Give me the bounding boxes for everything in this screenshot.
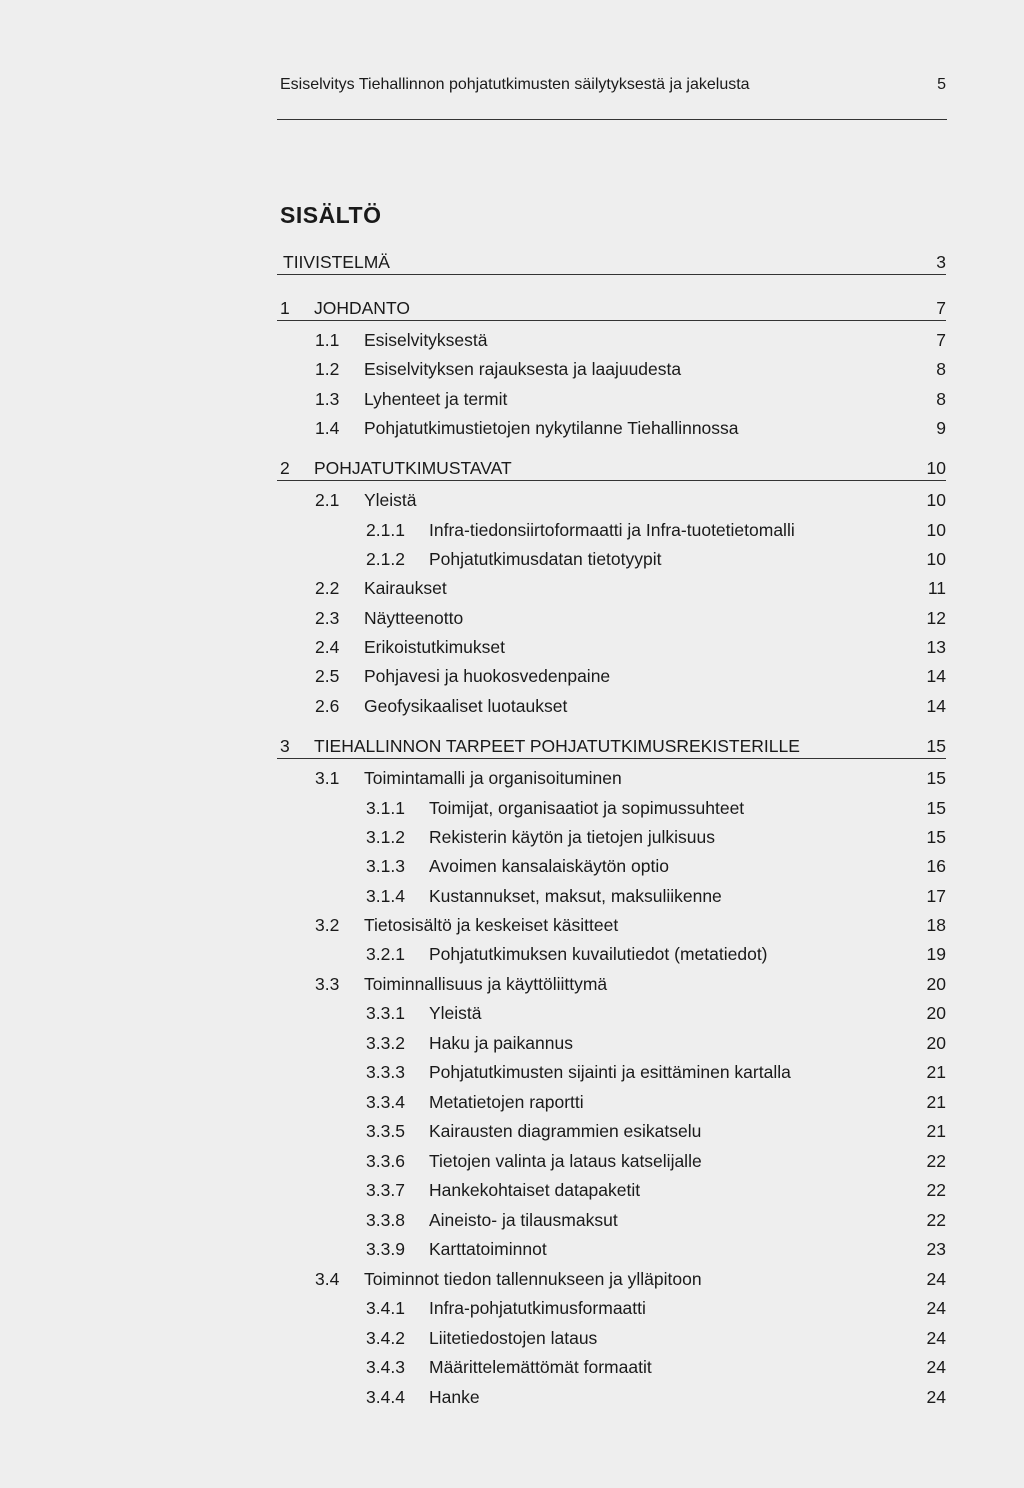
toc-entry-title: JOHDANTO bbox=[314, 298, 410, 318]
toc-entry bbox=[315, 1267, 946, 1291]
toc-entry-page: 8 bbox=[936, 359, 946, 379]
toc-entry-page: 3 bbox=[936, 252, 946, 272]
toc-entry-number: 3.1 bbox=[315, 768, 340, 788]
toc-entry-page: 22 bbox=[926, 1151, 946, 1171]
toc-entry-number: 2.1 bbox=[315, 490, 340, 510]
toc-entry-title: Yleistä bbox=[429, 1003, 482, 1023]
toc-entry bbox=[366, 1237, 946, 1261]
toc-entry-title: Liitetiedostojen lataus bbox=[429, 1328, 598, 1348]
toc-entry-title: Kairausten diagrammien esikatselu bbox=[429, 1121, 702, 1141]
toc-entry-page: 20 bbox=[926, 974, 946, 994]
toc-entry-title: TIEHALLINNON TARPEET POHJATUTKIMUSREKISTERILLE bbox=[314, 736, 800, 756]
toc-entry-title: Pohjatutkimustietojen nykytilanne Tiehallinnossa bbox=[364, 418, 739, 438]
toc-entry bbox=[366, 1090, 946, 1114]
toc-entry bbox=[315, 664, 946, 688]
toc-entry-title: Tietojen valinta ja lataus katselijalle bbox=[429, 1151, 702, 1171]
toc-entry-number: 3.3.8 bbox=[366, 1210, 405, 1230]
toc-entry-page: 10 bbox=[926, 549, 946, 569]
toc-entry-page: 23 bbox=[926, 1239, 946, 1259]
toc-entry bbox=[366, 1296, 946, 1320]
toc-entry-number: 2.6 bbox=[315, 696, 340, 716]
toc-entry-title: Pohjatutkimusten sijainti ja esittäminen kartalla bbox=[429, 1062, 791, 1082]
toc-entry-page: 9 bbox=[936, 418, 946, 438]
toc-entry bbox=[366, 547, 946, 571]
toc-entry-number: 3.1.4 bbox=[366, 886, 405, 906]
toc-entry-number: 3.4.2 bbox=[366, 1328, 405, 1348]
toc-entry bbox=[366, 1119, 946, 1143]
toc-entry bbox=[366, 1326, 946, 1350]
toc-title: SISÄLTÖ bbox=[280, 202, 382, 228]
toc-entry-page: 22 bbox=[926, 1210, 946, 1230]
toc-entry-number: 3.3.5 bbox=[366, 1121, 405, 1141]
toc-entry-page: 15 bbox=[926, 827, 946, 847]
toc-entry-number: 3.4.3 bbox=[366, 1357, 405, 1377]
toc-entry bbox=[366, 825, 946, 849]
toc-entry-title: Geofysikaaliset luotaukset bbox=[364, 696, 568, 716]
toc-entry-number: 3.4.4 bbox=[366, 1387, 405, 1407]
toc-entry-number: 3.3.1 bbox=[366, 1003, 405, 1023]
toc-chapter-entry bbox=[277, 734, 946, 759]
toc-entry-title: Hanke bbox=[429, 1387, 480, 1407]
toc-entry-page: 24 bbox=[926, 1357, 946, 1377]
toc-entry-title: Haku ja paikannus bbox=[429, 1033, 573, 1053]
toc-entry bbox=[315, 328, 946, 352]
toc-entry-page: 15 bbox=[926, 798, 946, 818]
toc-entry-page: 20 bbox=[926, 1003, 946, 1023]
toc-entry-number: 3.3.2 bbox=[366, 1033, 405, 1053]
toc-entry-number: 3.4 bbox=[315, 1269, 340, 1289]
toc-entry bbox=[366, 884, 946, 908]
toc-entry-title: Avoimen kansalaiskäytön optio bbox=[429, 856, 669, 876]
toc-entry bbox=[366, 1001, 946, 1025]
toc-entry-page: 14 bbox=[926, 696, 946, 716]
toc-entry-title: Aineisto- ja tilausmaksut bbox=[429, 1210, 618, 1230]
toc-entry-page: 10 bbox=[926, 520, 946, 540]
toc-entry-title: Karttatoiminnot bbox=[429, 1239, 547, 1259]
toc-entry-number: 3.1.2 bbox=[366, 827, 405, 847]
toc-entry-number: 3.3.9 bbox=[366, 1239, 405, 1259]
toc-entry-page: 11 bbox=[927, 578, 946, 598]
toc-entry-title: Pohjavesi ja huokosvedenpaine bbox=[364, 666, 611, 686]
toc-entry-number: 3.3 bbox=[315, 974, 340, 994]
toc-entry-page: 17 bbox=[926, 886, 946, 906]
toc-entry-number: 1.2 bbox=[315, 359, 340, 379]
toc-entry bbox=[315, 766, 946, 790]
toc-entry-title: Metatietojen raportti bbox=[429, 1092, 584, 1112]
toc-entry-page: 24 bbox=[926, 1298, 946, 1318]
toc-chapter-entry bbox=[277, 296, 946, 321]
toc-entry-page: 12 bbox=[926, 608, 946, 628]
toc-entry-page: 24 bbox=[926, 1269, 946, 1289]
toc-entry bbox=[315, 913, 946, 937]
toc-entry-number: 3.2.1 bbox=[366, 944, 405, 964]
toc-entry bbox=[366, 1178, 946, 1202]
toc-entry-title: Pohjatutkimuksen kuvailutiedot (metatiedot) bbox=[429, 944, 768, 964]
toc-entry bbox=[366, 854, 946, 878]
toc-entry bbox=[315, 488, 946, 512]
toc-entry-page: 19 bbox=[926, 944, 946, 964]
toc-entry bbox=[366, 1031, 946, 1055]
toc-entry-title: Määrittelemättömät formaatit bbox=[429, 1357, 652, 1377]
toc-entry-page: 21 bbox=[926, 1092, 946, 1112]
toc-entry-number: 3 bbox=[280, 736, 290, 756]
toc-entry bbox=[366, 1149, 946, 1173]
toc-entry-page: 24 bbox=[926, 1328, 946, 1348]
toc-entry-title: Infra-tiedonsiirtoformaatti ja Infra-tuotetietomalli bbox=[429, 520, 795, 540]
toc-entry-number: 3.1.3 bbox=[366, 856, 405, 876]
toc-entry-title: Esiselvityksen rajauksesta ja laajuudesta bbox=[364, 359, 682, 379]
toc-entry bbox=[366, 1385, 946, 1409]
toc-entry-page: 16 bbox=[926, 856, 946, 876]
toc-entry-title: Yleistä bbox=[364, 490, 417, 510]
toc-entry-title: Kairaukset bbox=[364, 578, 447, 598]
toc-entry-title: Kustannukset, maksut, maksuliikenne bbox=[429, 886, 722, 906]
toc-entry-number: 1.4 bbox=[315, 418, 340, 438]
toc-entry-number: 3.3.6 bbox=[366, 1151, 405, 1171]
toc-entry-number: 3.3.7 bbox=[366, 1180, 405, 1200]
toc-chapter-entry bbox=[277, 250, 946, 275]
toc-entry-title: Toimintamalli ja organisoituminen bbox=[364, 768, 622, 788]
toc-entry-number: 1.1 bbox=[315, 330, 340, 350]
toc-entry-title: Erikoistutkimukset bbox=[364, 637, 506, 657]
toc-entry-title: Tietosisältö ja keskeiset käsitteet bbox=[364, 915, 619, 935]
toc-entry-page: 10 bbox=[926, 490, 946, 510]
toc-entry-number: 2.3 bbox=[315, 608, 340, 628]
toc-entry-number: 2.5 bbox=[315, 666, 340, 686]
toc-entry-title: Esiselvityksestä bbox=[364, 330, 488, 350]
toc-entry-page: 14 bbox=[926, 666, 946, 686]
toc-entry-number: 3.4.1 bbox=[366, 1298, 405, 1318]
toc-entry-page: 7 bbox=[936, 330, 946, 350]
toc-entry bbox=[366, 942, 946, 966]
toc-entry-page: 15 bbox=[926, 768, 946, 788]
toc-entry bbox=[366, 518, 946, 542]
toc-entry-number: 2 bbox=[280, 458, 290, 478]
toc-entry-title: Pohjatutkimusdatan tietotyypit bbox=[429, 549, 662, 569]
toc-entry-page: 10 bbox=[926, 458, 946, 478]
toc-entry-number: 2.1.2 bbox=[366, 549, 405, 569]
toc-entry-number: 2.2 bbox=[315, 578, 340, 598]
header-page-number: 5 bbox=[937, 76, 946, 93]
header-title: Esiselvitys Tiehallinnon pohjatutkimusten säilytyksestä ja jakelusta bbox=[280, 76, 750, 93]
toc-entry bbox=[315, 357, 946, 381]
toc-entry-title: Toiminnallisuus ja käyttöliittymä bbox=[364, 974, 608, 994]
toc-entry-page: 20 bbox=[926, 1033, 946, 1053]
toc-entry-page: 24 bbox=[926, 1387, 946, 1407]
toc-chapter-entry bbox=[277, 456, 946, 481]
toc-entry-number: 3.2 bbox=[315, 915, 340, 935]
toc-entry bbox=[315, 972, 946, 996]
toc-entry-number: 2.1.1 bbox=[366, 520, 405, 540]
toc-entry-number: 1 bbox=[280, 298, 290, 318]
toc-entry-page: 15 bbox=[926, 736, 946, 756]
toc-entry-title: Rekisterin käytön ja tietojen julkisuus bbox=[429, 827, 715, 847]
toc-entry-page: 7 bbox=[936, 298, 946, 318]
toc-entry-page: 21 bbox=[926, 1121, 946, 1141]
toc-entry-title: Toiminnot tiedon tallennukseen ja ylläpitoon bbox=[364, 1269, 702, 1289]
toc-entry bbox=[366, 1355, 946, 1379]
toc-entry bbox=[315, 387, 946, 411]
toc-entry bbox=[315, 606, 946, 630]
toc-entry-title: Lyhenteet ja termit bbox=[364, 389, 508, 409]
toc-entry-title: Toimijat, organisaatiot ja sopimussuhteet bbox=[429, 798, 745, 818]
toc-entry bbox=[315, 635, 946, 659]
toc-entry-page: 13 bbox=[926, 637, 946, 657]
toc-entry-title: Näytteenotto bbox=[364, 608, 464, 628]
toc-entry-title: TIIVISTELMÄ bbox=[283, 252, 390, 272]
toc-entry-number: 3.3.3 bbox=[366, 1062, 405, 1082]
toc-entry-title: POHJATUTKIMUSTAVAT bbox=[314, 458, 512, 478]
toc-entry bbox=[315, 694, 946, 718]
toc-entry bbox=[315, 416, 946, 440]
toc-entry-title: Infra-pohjatutkimusformaatti bbox=[429, 1298, 646, 1318]
toc-entry-number: 3.3.4 bbox=[366, 1092, 405, 1112]
toc-entry-number: 3.1.1 bbox=[366, 798, 405, 818]
toc-entry-page: 18 bbox=[926, 915, 946, 935]
toc-entry-title: Hankekohtaiset datapaketit bbox=[429, 1180, 641, 1200]
toc-entry-page: 8 bbox=[936, 389, 946, 409]
toc-entry-page: 21 bbox=[926, 1062, 946, 1082]
toc-entry-number: 2.4 bbox=[315, 637, 340, 657]
toc-entry bbox=[366, 796, 946, 820]
toc-entry bbox=[366, 1060, 946, 1084]
toc-entry bbox=[366, 1208, 946, 1232]
toc-entry bbox=[315, 576, 946, 600]
toc-entry-page: 22 bbox=[926, 1180, 946, 1200]
toc-entry-number: 1.3 bbox=[315, 389, 340, 409]
